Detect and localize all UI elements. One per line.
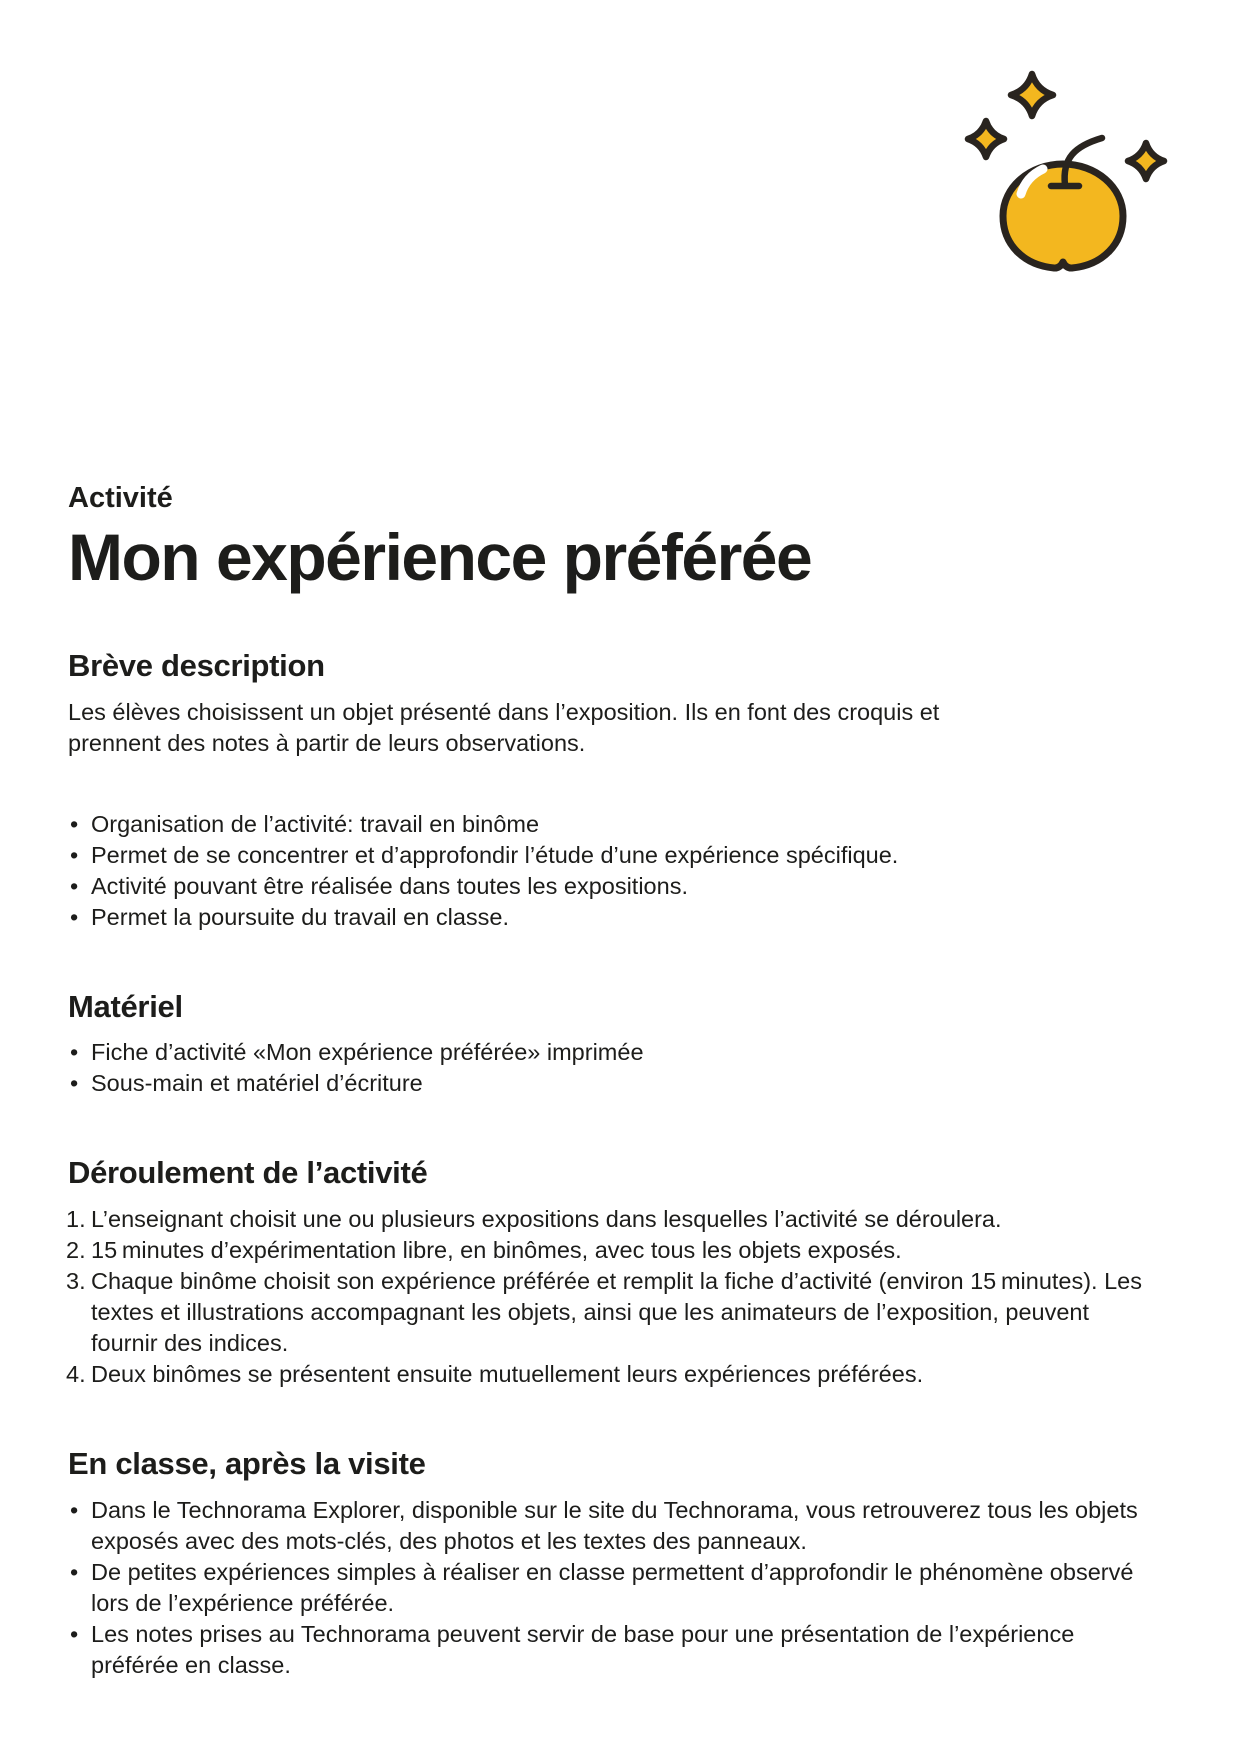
page-title: Mon expérience préférée <box>68 520 812 595</box>
document-content <box>68 0 1144 1681</box>
deroulement-numbered-list <box>68 1204 1144 1390</box>
section-heading-en-classe: En classe, après la visite <box>68 1445 426 1481</box>
en-classe-bullet-list <box>68 1495 1144 1681</box>
list-item: • Fiche d’activité «Mon expérience préférée» imprimée <box>68 1037 1144 1068</box>
list-item: • Permet la poursuite du travail en classe. <box>68 902 1144 933</box>
list-item: • Dans le Technorama Explorer, disponible sur le site du Technorama, vous retrouverez tous les objets exposés avec des mots-clés, des photos et les textes des panneaux. <box>68 1495 1144 1557</box>
section-heading-breve-description: Brève description <box>68 647 325 683</box>
section-heading-deroulement: Déroulement de l’activité <box>68 1155 428 1191</box>
list-item: • De petites expériences simples à réaliser en classe permettent d’approfondir le phénomène observé lors de l’expérience préférée. <box>68 1557 1144 1619</box>
list-item: Chaque binôme choisit son expérience préférée et remplit la fiche d’activité (environ 15 minutes). Les textes et illustrations accompagnant les objets, ainsi que les animateurs de l’exposition, peuvent fournir des indices. <box>91 1267 1143 1356</box>
intro-paragraph: Les élèves choisissent un objet présenté dans l’exposition. Ils en font des croquis et prennent des notes à partir de leurs observations. <box>68 698 940 756</box>
intro-bullet-list <box>68 809 1144 933</box>
kicker-label: Activité <box>68 482 173 514</box>
list-item: L’enseignant choisit une ou plusieurs expositions dans lesquelles l’activité se déroulera. <box>91 1205 1002 1232</box>
materiel-bullet-list <box>68 1037 1144 1099</box>
list-item: 15 minutes d’expérimentation libre, en binômes, avec tous les objets exposés. <box>91 1236 902 1263</box>
list-item: • Activité pouvant être réalisée dans toutes les expositions. <box>68 871 1144 902</box>
list-item: • Organisation de l’activité: travail en binôme <box>68 809 1144 840</box>
section-heading-materiel: Matériel <box>68 988 183 1024</box>
list-item: • Les notes prises au Technorama peuvent servir de base pour une présentation de l’expérience préférée en classe. <box>68 1619 1144 1681</box>
list-item: • Sous-main et matériel d’écriture <box>68 1068 1144 1099</box>
list-item: Deux binômes se présentent ensuite mutuellement leurs expériences préférées. <box>91 1360 924 1387</box>
list-item: • Permet de se concentrer et d’approfondir l’étude d’une expérience spécifique. <box>68 840 1144 871</box>
